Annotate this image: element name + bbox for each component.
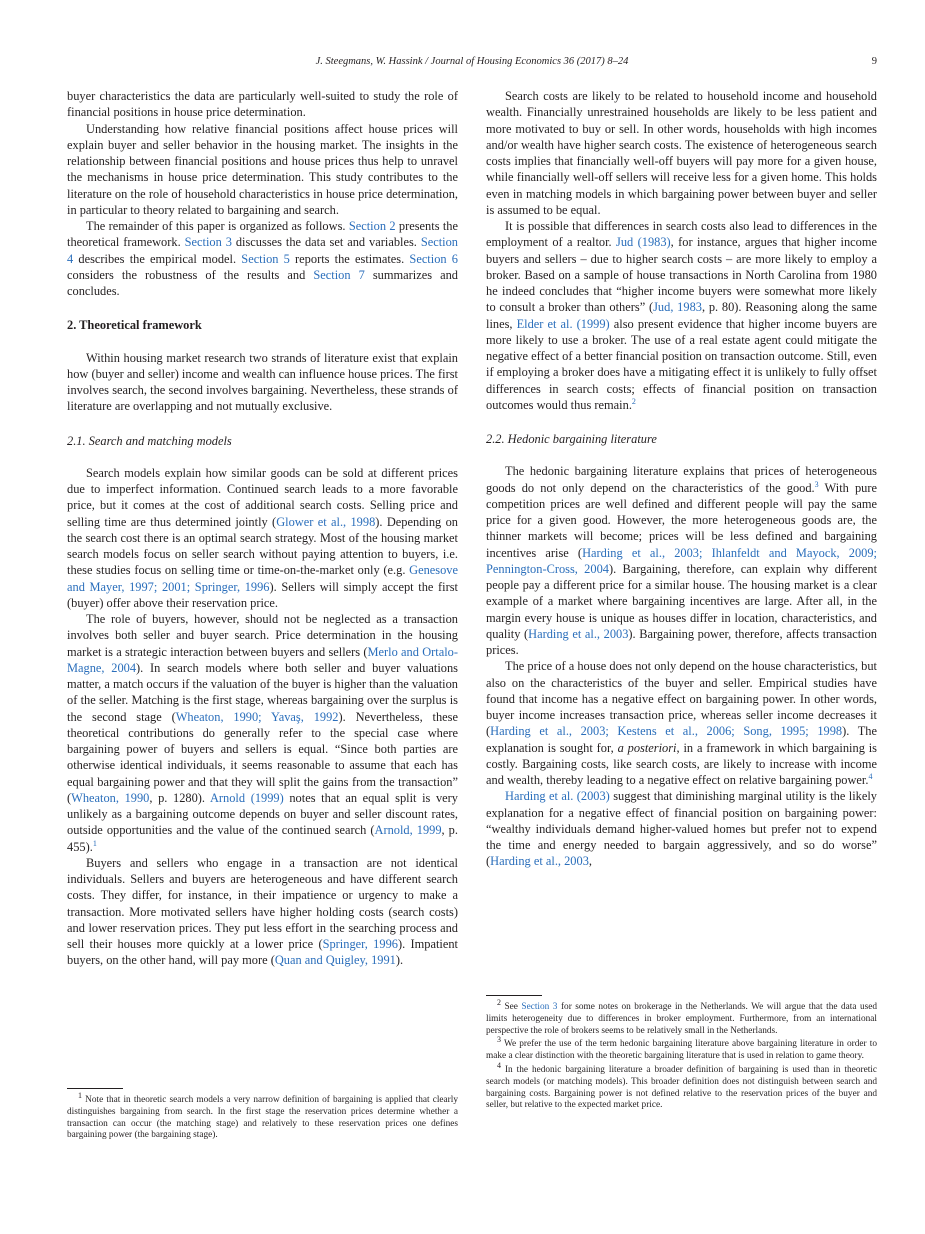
citation-link[interactable]: Jud, 1983 (653, 300, 702, 315)
running-title: J. Steegmans, W. Hassink / Journal of Housing Economics 36 (2017) 8–24 (315, 56, 629, 67)
footnotes-right (486, 995, 877, 1114)
paragraph: The price of a house does not only depend on the house characteristics, but also on the characteristics of the buyer and seller. Empirical studies have found that income has a negative effect on bargaining power. In other words, buyer income increases transaction price, whereas seller income decreases it (Harding et al., 2003; Kestens et al., 2006; Song, 1995; 1998). The explanation is sought for, a posteriori, in a framework in which bargaining is costly. Bargaining costs, like search costs, are likely to increase with income and wealth, thereby leading to a negative effect on relative bargaining power.$^4$ (486, 659, 878, 787)
paragraph: buyer characteristics the data are particularly well-suited to study the role of financial positions in house price determination. (67, 89, 458, 120)
citation-link[interactable]: Harding et al., 2003 (528, 626, 629, 641)
link-section-2[interactable]: Section 2 (348, 219, 396, 233)
paragraph: Search costs are likely to be related to household income and household wealth. Financially unrestrained households are likely to be less patient and more motivated to buy or sell. In other words, households with high incomes and/or wealth have higher search costs. The existence of heterogeneous search costs implies that financially well-off buyers will pay more for a given house, while financially well-off sellers will receive less for a given home. This holds even in matching models in which bargaining power between buyer and seller is assumed to be equal. (486, 89, 877, 217)
footnote-3: $^3$ We prefer the use of the term hedonic bargaining literature above bargaining literature in order to make a clear distinction with the theoretic bargaining literature that is used in relation to game theory. (486, 1035, 877, 1062)
running-head (67, 56, 877, 67)
footnote-2: $^2$ See Section 3 for some notes on brokerage in the Netherlands. We will argue that the data used limits heterogeneity due to differences in broker employment. Furthermore, from an international perspective the role of brokers seems to be relatively small in the Netherlands. (486, 997, 878, 1036)
citation-link[interactable]: Arnold (1999) (209, 790, 284, 805)
citation-link[interactable]: Harding et al. (2003) (505, 789, 610, 804)
citation-link[interactable]: Wheaton, 1990 (71, 790, 150, 805)
footnote-rule (67, 1088, 123, 1089)
link-section-3[interactable]: Section 3 (521, 1002, 558, 1012)
link-section-6[interactable]: Section 6 (409, 251, 458, 266)
citation-link[interactable]: Quan and Quigley, 1991 (274, 953, 396, 968)
paragraph: Understanding how relative financial positions affect house prices will explain buyer and seller behavior in the housing market. The insights in the relationship between financial positions and house prices thus help to unravel the mechanisms in house price determination. This study contributes to the literature on the role of household characteristics in house price determination, in particular to theory related to bargaining and search. (67, 121, 458, 217)
paragraph: Within housing market research two strands of literature exist that explain how (buyer and seller) income and wealth can influence house prices. The first involves search, the second involves bargaining. Nevertheless, these strands of literature are overlapping and not mutually exclusive. (67, 350, 458, 414)
paragraph: Search models explain how similar goods can be sold at different prices due to imperfect information. Continued search leads to a more favorable price, but it comes at the cost of additional search costs. Selling price and selling time are thus determined jointly (Glower et al., 1998). Depending on the search cost there is an optimal search strategy. Most of the housing market search models focus on seller search without paying attention to buyers, i.e. these studies focus on selling time or time-on-the-market only (e.g. Genesove and Mayer, 1997; 2001; Springer, 1996). Sellers will simply accept the first (buyer) offer above their reservation price. (67, 465, 458, 610)
footnote-ref[interactable]: 4 (868, 771, 873, 781)
citation-link[interactable]: Merlo and Ortalo-Magne, 2004 (67, 644, 458, 675)
footnote-ref[interactable]: 3 (814, 479, 819, 489)
section-heading: 2. Theoretical framework (67, 318, 202, 333)
footnote-rule (486, 995, 542, 996)
link-section-7[interactable]: Section 7 (313, 267, 365, 282)
footnotes-left (67, 1088, 458, 1144)
paragraph: The role of buyers, however, should not be neglected as a transaction involves both seller and buyer search. Price determination in the housing market is a strategic interaction between buyers and sellers (Merlo and Ortalo-Magne, 2004). In search models where both seller and buyer valuations matter, a match occurs if the valuation of the buyer is higher than the valuation of the seller. Matching is the first stage, whereas bargaining over the surplus is the second stage (Wheaton, 1990; Yavaş, 1992). Nevertheless, these theoretical contributions do generally refer to the special case where bargaining power of buyers and sellers is equal. “Since both parties are otherwise identical individuals, it seems reasonable to assume that each has equal bargaining power and that they will split the gains from the transaction” (Wheaton, 1990, p. 1280). Arnold (1999) notes that an equal split is very unlikely as a bargaining outcome depends on buyer and seller discount rates, outside opportunities and the value of the continued search (Arnold, 1999, p. 455).$^1$ (67, 612, 458, 854)
citation-link[interactable]: Genesove and Mayer, 1997; 2001; Springer, 1996 (67, 563, 458, 594)
citation-link[interactable]: Jud (1983) (616, 235, 671, 250)
citation-link[interactable]: Wheaton, 1990; Yavaş, 1992 (175, 709, 339, 724)
paragraph: Buyers and sellers who engage in a transaction are not identical individuals. Sellers and buyers are heterogeneous and have different search costs. They differ, for instance, in their impatience or urgency to make a transaction. More motivated sellers have higher holding costs (search costs) and lower reservation prices. They put less effort in the searching process and sell their houses more quickly at a lower price (Springer, 1996). Impatient buyers, on the other hand, will pay more (Quan and Quigley, 1991). (67, 855, 458, 968)
left-column (67, 88, 458, 969)
link-section-5[interactable]: Section 5 (241, 251, 290, 266)
citation-link[interactable]: Glower et al., 1998 (276, 514, 376, 529)
citation-link[interactable]: Springer, 1996 (322, 937, 398, 951)
citation-link[interactable]: Arnold, 1999 (374, 823, 442, 838)
paragraph: It is possible that differences in search costs also lead to differences in the employment of a realtor. Jud (1983), for instance, argues that higher income buyers and sellers – due to higher search costs – are more likely to employ a broker. Based on a sample of house transactions in North Carolina from 1980 he indeed concludes that “higher income buyers were somewhat more likely to consult a broker than others” (Jud, 1983, p. 80). Reasoning along the same lines, Elder et al. (1999) also present evidence that higher income buyers are more likely to use a broker. The use of a real estate agent could mitigate the negative effect of a better financial position on transaction outcome. Still, even if employing a broker does have a mitigating effect it is unlikely to fully offset differences in search costs; effects of financial position on transaction outcomes would thus remain.$^2$ (486, 219, 877, 412)
citation-link[interactable]: Elder et al. (1999) (516, 316, 610, 331)
citation-link[interactable]: Harding et al., 2003 (490, 854, 589, 869)
paragraph: The hedonic bargaining literature explains that prices of heterogeneous goods do not only depend on the characteristics of the good.$^3$ With pure competition prices are well defined and different people will pay the same price for a given good. However, the more heterogeneous goods are, the thinner markets will become; prices will be less defined and bargaining incentives arise (Harding et al., 2003; Ihlanfeldt and Mayock, 2009; Pennington-Cross, 2004). Bargaining, therefore, can explain why different people pay a different price for a similar house. The housing market is a clear example of a market where bargaining incentives are large. After all, in the margin every house is unique as houses differ in location, characteristics, and quality (Harding et al., 2003). Bargaining power, therefore, affects transaction prices. (486, 464, 878, 657)
citation-link[interactable]: Harding et al., 2003; Ihlanfeldt and Mayock, 2009; Pennington-Cross, 2004 (486, 545, 877, 576)
citation-link[interactable]: Harding et al., 2003; Kestens et al., 2006; Song, 1995; 1998 (490, 724, 843, 739)
link-section-3[interactable]: Section 3 (184, 235, 232, 250)
paragraph-outline: The remainder of this paper is organized as follows. Section 2 presents the theoretical framework. Section 3 discusses the data set and variables. Section 4 describes the empirical model. Section 5 reports the estimates. Section 6 considers the robustness of the results and Section 7 summarizes and concludes. (67, 219, 458, 298)
footnote-ref[interactable]: 1 (92, 838, 97, 848)
paragraph: Harding et al. (2003) suggest that diminishing marginal utility is the likely explanation for a negative effect of financial position on bargaining power: “wealthy individuals demand higher-valued homes but prefer not to expend the time and energy needed to bargain aggressively, and so do worse” (Harding et al., 2003, (486, 789, 877, 869)
subsection-heading: 2.2. Hedonic bargaining literature (486, 432, 657, 446)
footnote-4: $^4$ In the hedonic bargaining literature a broader definition of bargaining is used than in theoretic search models (or matching models). This broader definition does not distinguish between search and bargaining costs. Bargaining power is not defined relative to the reservation prices of the buyer and seller, but relative to the expected market price. (486, 1060, 877, 1111)
right-column (486, 88, 877, 870)
link-section-4[interactable]: Section 4 (67, 235, 458, 266)
page-number: 9 (871, 56, 877, 67)
subsection-heading: 2.1. Search and matching models (67, 433, 232, 448)
footnote-ref[interactable]: 2 (631, 396, 636, 406)
footnote-1: $^1$ Note that in theoretic search models a very narrow definition of bargaining is applied that clearly distinguishes bargaining from search. In the first stage the reservation prices determine whether a transaction can occur (the matching stage) and relatively to these reservation prices one defines bargaining power (the bargaining stage). (67, 1090, 458, 1141)
